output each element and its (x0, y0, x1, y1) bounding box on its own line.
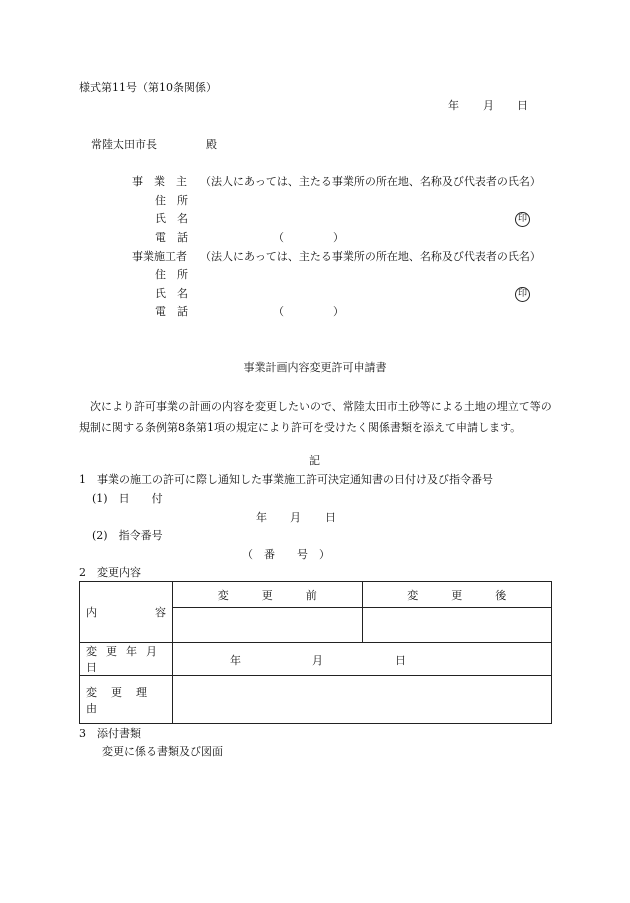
after-header: 変 更 後 (362, 582, 552, 608)
change-date-cell[interactable] (173, 643, 552, 676)
applicant-note: （法人にあっては、主たる事業所の所在地、名称及び代表者の氏名） (200, 175, 541, 188)
seal-icon: 印 (515, 286, 530, 302)
date-day: 日 (517, 99, 528, 112)
section2-heading: 2 変更内容 (79, 566, 141, 579)
content-label-right: 容 (155, 606, 166, 619)
section1-date-month: 月 (290, 511, 301, 524)
contractor-address-label: 住 所 (155, 268, 188, 281)
body-text: 次により許可事業の計画の内容を変更したいので、常陸太田市土砂等による土地の埋立て等の規制に関する条例第8条第1項の規定により許可を受けたく関係書類を添えて申請します。 (79, 400, 552, 434)
applicant-address-label: 住 所 (155, 194, 188, 207)
addressee-honorific: 殿 (206, 138, 217, 151)
contractor-phone-close: ） (333, 305, 344, 318)
section1-heading: 1 事業の施工の許可に際し通知した事業施工許可決定通知書の日付け及び指令番号 (79, 473, 493, 486)
applicant-role-label: 事 業 主 (132, 175, 187, 188)
change-table (79, 581, 552, 724)
document-title: 事業計画内容変更許可申請書 (243, 361, 387, 374)
ki-label: 記 (309, 454, 320, 467)
contractor-phone-open: （ (273, 305, 284, 318)
change-date-label: 変更年月日 (80, 643, 173, 676)
date-year: 年 (448, 99, 459, 112)
content-label-left: 内 (86, 606, 97, 619)
contractor-phone-label: 電 話 (155, 305, 188, 318)
form-id: 様式第11号（第10条関係） (79, 81, 217, 94)
applicant-phone-close: ） (333, 231, 344, 244)
contractor-role-label: 事業施工者 (132, 250, 187, 263)
section1-item1-label: (1) 日 付 (92, 492, 163, 505)
section1-order-number: （ 番 号 ） (242, 548, 330, 561)
change-reason-cell[interactable] (173, 676, 552, 724)
change-reason-label: 変更理由 (80, 676, 173, 724)
applicant-phone-open: （ (273, 231, 284, 244)
after-cell[interactable] (362, 608, 552, 643)
applicant-name-label: 氏 名 (155, 212, 188, 225)
section1-date-year: 年 (256, 511, 267, 524)
before-header: 変 更 前 (173, 582, 363, 608)
seal-icon: 印 (515, 211, 530, 227)
section3-content: 変更に係る書類及び図面 (102, 745, 223, 758)
addressee-name: 常陸太田市長 (91, 138, 157, 151)
section3-heading: 3 添付書類 (79, 727, 141, 740)
contractor-name-label: 氏 名 (155, 287, 188, 300)
contractor-note: （法人にあっては、主たる事業所の所在地、名称及び代表者の氏名） (200, 250, 541, 263)
content-label-cell (80, 582, 173, 643)
section1-item2-label: (2) 指令番号 (92, 529, 163, 542)
before-cell[interactable] (173, 608, 363, 643)
change-date-day: 日 (395, 654, 406, 667)
date-month: 月 (483, 99, 494, 112)
change-date-year: 年 (230, 654, 241, 667)
change-date-month: 月 (312, 654, 323, 667)
applicant-phone-label: 電 話 (155, 231, 188, 244)
section1-date-day: 日 (325, 511, 336, 524)
